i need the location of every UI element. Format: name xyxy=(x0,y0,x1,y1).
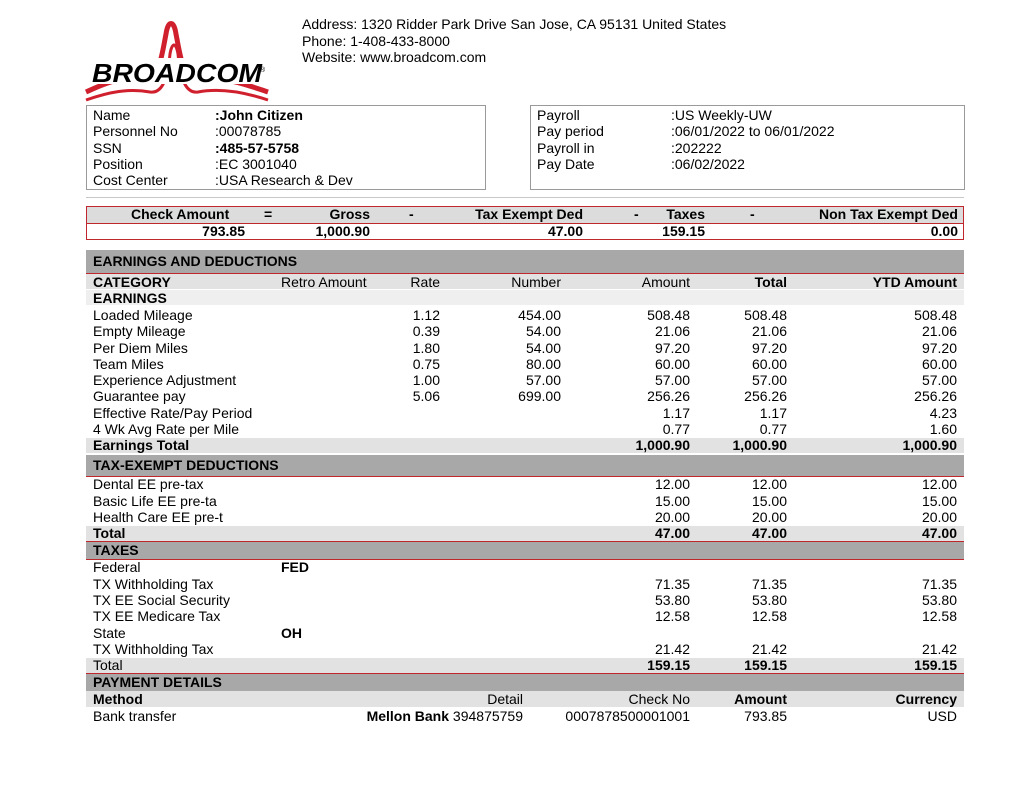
table-row xyxy=(86,405,964,421)
summary-values-row xyxy=(87,223,963,240)
row-total: 1.17 xyxy=(759,405,787,421)
row-ytd: 15.00 xyxy=(921,493,957,509)
category-header: CATEGORY xyxy=(93,274,171,290)
row-amount: 20.00 xyxy=(654,509,690,525)
broadcom-logo xyxy=(84,14,270,104)
tax-jurisdiction-code: FED xyxy=(281,559,309,575)
table-row xyxy=(86,509,964,525)
row-ytd: 1,000.90 xyxy=(902,437,957,453)
payment-currency: USD xyxy=(927,708,957,724)
column-header-row xyxy=(86,274,964,290)
row-ytd: 12.00 xyxy=(921,476,957,492)
svg-text:®: ® xyxy=(260,67,266,74)
account-number: 394875759 xyxy=(449,708,523,724)
row-ytd: 47.00 xyxy=(921,525,957,541)
payment-method: Bank transfer xyxy=(93,708,177,724)
rate-header: Rate xyxy=(410,274,440,290)
equals-sign: = xyxy=(264,206,273,222)
row-rate: 5.06 xyxy=(412,388,440,404)
summary-box xyxy=(86,206,964,240)
non-tax-exempt-value: 0.00 xyxy=(930,223,958,239)
table-row xyxy=(86,421,964,437)
pay-date-value: :06/02/2022 xyxy=(671,155,745,172)
row-total: 57.00 xyxy=(751,372,787,388)
table-row xyxy=(86,372,964,388)
row-amount: 0.77 xyxy=(662,421,690,437)
position-label: Position xyxy=(93,155,143,172)
row-total: 71.35 xyxy=(751,576,787,592)
pay-period-value: :06/01/2022 to 06/01/2022 xyxy=(671,123,835,140)
row-ytd: 4.23 xyxy=(929,405,957,421)
row-ytd: 53.80 xyxy=(921,592,957,608)
row-name: Dental EE pre-tax xyxy=(93,476,204,492)
row-number: 699.00 xyxy=(518,388,561,404)
divider xyxy=(86,197,964,198)
row-number: 454.00 xyxy=(518,307,561,323)
section-title: TAXES xyxy=(93,542,139,558)
row-total: 12.58 xyxy=(751,608,787,624)
position-row xyxy=(93,156,353,172)
total-header: Total xyxy=(754,274,787,290)
section-title: EARNINGS AND DEDUCTIONS xyxy=(93,253,298,269)
minus-sign: - xyxy=(409,206,414,222)
tax-exempt-total-row xyxy=(86,525,964,541)
svg-text:BROADCOM: BROADCOM xyxy=(92,58,264,88)
payment-column-header-row xyxy=(86,691,964,707)
check-number: 0007878500001001 xyxy=(565,708,690,724)
row-ytd: 57.00 xyxy=(921,372,957,388)
row-number: 80.00 xyxy=(525,356,561,372)
taxes-value: 159.15 xyxy=(662,223,705,239)
section-title: PAYMENT DETAILS xyxy=(93,674,222,690)
section-title: TAX-EXEMPT DEDUCTIONS xyxy=(93,457,279,473)
personnel-label: Personnel No xyxy=(93,123,178,140)
earnings-label-row xyxy=(86,290,964,306)
taxes-total-row xyxy=(86,657,964,673)
row-rate: 1.12 xyxy=(412,307,440,323)
row-total: 21.42 xyxy=(751,641,787,657)
row-amount: 21.06 xyxy=(654,323,690,339)
row-amount: 159.15 xyxy=(647,657,690,673)
personnel-row xyxy=(93,123,353,139)
row-name: Loaded Mileage xyxy=(93,307,193,323)
row-amount: 97.20 xyxy=(654,340,690,356)
payroll-row xyxy=(537,107,834,123)
taxes-label: Taxes xyxy=(666,206,705,222)
row-rate: 0.75 xyxy=(412,356,440,372)
row-total: 508.48 xyxy=(744,307,787,323)
row-name: TX Withholding Tax xyxy=(93,576,214,592)
payroll-value: :US Weekly-UW xyxy=(671,107,772,123)
currency-header: Currency xyxy=(895,691,957,707)
row-amount: 12.58 xyxy=(654,608,690,624)
taxes-header xyxy=(86,542,964,559)
row-amount: 1.17 xyxy=(662,405,690,421)
employee-name: :John Citizen xyxy=(215,107,303,123)
employee-info-box xyxy=(86,105,486,190)
table-row xyxy=(86,307,964,323)
row-rate: 1.00 xyxy=(412,372,440,388)
row-name: Total xyxy=(93,525,126,541)
row-name: Guarantee pay xyxy=(93,388,186,404)
row-amount: 57.00 xyxy=(654,372,690,388)
cost-center-value: :USA Research & Dev xyxy=(215,172,353,189)
row-number: 54.00 xyxy=(525,323,561,339)
bank-name: Mellon Bank xyxy=(366,708,450,724)
ssn-value: :485-57-5758 xyxy=(215,139,300,156)
table-row xyxy=(86,356,964,372)
table-row xyxy=(86,323,964,339)
table-row xyxy=(86,641,964,657)
check-no-header: Check No xyxy=(628,691,690,707)
payment-amount: 793.85 xyxy=(744,708,787,724)
row-total: 21.06 xyxy=(751,323,787,339)
row-ytd: 508.48 xyxy=(914,307,957,323)
row-name: Earnings Total xyxy=(93,437,190,453)
row-total: 256.26 xyxy=(744,388,787,404)
row-amount: 15.00 xyxy=(654,493,690,509)
table-row xyxy=(86,576,964,592)
non-tax-exempt-label: Non Tax Exempt Ded xyxy=(819,206,958,222)
row-ytd: 12.58 xyxy=(921,608,957,624)
row-total: 97.20 xyxy=(751,340,787,356)
ssn-row xyxy=(93,140,353,156)
row-ytd: 1.60 xyxy=(929,421,957,437)
table-row xyxy=(86,493,964,509)
retro-amount-header: Retro Amount xyxy=(281,274,367,290)
payroll-info-box xyxy=(530,105,965,190)
table-row xyxy=(86,608,964,624)
row-amount: 53.80 xyxy=(654,592,690,608)
row-amount: 21.42 xyxy=(654,641,690,657)
row-ytd: 20.00 xyxy=(921,509,957,525)
row-name: Empty Mileage xyxy=(93,323,186,339)
row-ytd: 71.35 xyxy=(921,576,957,592)
earnings-label: EARNINGS xyxy=(93,290,167,306)
row-name: Per Diem Miles xyxy=(93,340,188,356)
row-amount: 12.00 xyxy=(654,476,690,492)
pay-date-label: Pay Date xyxy=(537,155,595,172)
row-total: 60.00 xyxy=(751,356,787,372)
row-name: TX EE Medicare Tax xyxy=(93,608,221,624)
tax-exempt-value: 47.00 xyxy=(547,223,583,239)
row-name: Experience Adjustment xyxy=(93,372,237,388)
row-name: Health Care EE pre-t xyxy=(93,509,223,525)
summary-header-row xyxy=(87,207,963,223)
payroll-in-row xyxy=(537,140,834,156)
personnel-number: :00078785 xyxy=(215,123,282,140)
table-row xyxy=(86,388,964,404)
tax-exempt-deductions-header xyxy=(86,455,964,476)
table-row xyxy=(86,340,964,356)
company-phone: Phone: 1-408-433-8000 xyxy=(302,32,450,49)
table-row xyxy=(86,625,964,641)
row-total: 12.00 xyxy=(751,476,787,492)
payment-details-header xyxy=(86,674,964,691)
row-number: 54.00 xyxy=(525,340,561,356)
row-ytd: 21.06 xyxy=(921,323,957,339)
employee-name-row xyxy=(93,107,353,123)
row-name: State xyxy=(93,625,126,641)
tax-exempt-label: Tax Exempt Ded xyxy=(475,206,583,222)
row-total: 159.15 xyxy=(744,657,787,673)
number-header: Number xyxy=(511,274,561,290)
pay-period-row xyxy=(537,123,834,139)
row-name: 4 Wk Avg Rate per Mile xyxy=(93,421,240,437)
row-amount: 60.00 xyxy=(654,356,690,372)
amount-header: Amount xyxy=(641,274,690,290)
detail-header: Detail xyxy=(487,691,523,707)
row-total: 15.00 xyxy=(751,493,787,509)
cost-center-row xyxy=(93,172,353,188)
row-name: Team Miles xyxy=(93,356,164,372)
row-name: Basic Life EE pre-ta xyxy=(93,493,217,509)
row-total: 20.00 xyxy=(751,509,787,525)
company-address: Address: 1320 Ridder Park Drive San Jose, CA 95131 United States xyxy=(302,16,727,32)
check-amount-label: Check Amount xyxy=(131,206,230,222)
row-total: 53.80 xyxy=(751,592,787,608)
row-amount: 1,000.90 xyxy=(635,437,690,453)
row-ytd: 21.42 xyxy=(921,641,957,657)
earnings-total-row xyxy=(86,437,964,453)
amount-header: Amount xyxy=(734,691,787,707)
row-ytd: 159.15 xyxy=(914,657,957,673)
payroll-in-value: :202222 xyxy=(671,139,722,156)
pay-date-row xyxy=(537,156,834,172)
method-header: Method xyxy=(93,691,143,707)
row-ytd: 60.00 xyxy=(921,356,957,372)
row-number: 57.00 xyxy=(525,372,561,388)
ytd-amount-header: YTD Amount xyxy=(872,274,957,290)
row-name: TX EE Social Security xyxy=(93,592,230,608)
company-website: Website: www.broadcom.com xyxy=(302,49,487,65)
company-address-block xyxy=(302,16,726,66)
minus-sign: - xyxy=(634,206,639,222)
gross-value: 1,000.90 xyxy=(315,223,370,239)
row-name: TX Withholding Tax xyxy=(93,641,214,657)
row-ytd: 97.20 xyxy=(921,340,957,356)
table-row xyxy=(86,476,964,492)
row-rate: 0.39 xyxy=(412,323,440,339)
table-row xyxy=(86,559,964,575)
ssn-label: SSN xyxy=(93,139,122,156)
row-total: 1,000.90 xyxy=(732,437,787,453)
payment-row xyxy=(86,708,964,724)
row-rate: 1.80 xyxy=(412,340,440,356)
row-total: 0.77 xyxy=(759,421,787,437)
row-name: Total xyxy=(93,657,123,673)
payment-detail xyxy=(367,708,523,724)
payroll-in-label: Payroll in xyxy=(537,139,595,156)
row-amount: 47.00 xyxy=(654,525,690,541)
tax-jurisdiction-code: OH xyxy=(281,625,302,641)
position-value: :EC 3001040 xyxy=(215,155,297,172)
name-label: Name xyxy=(93,107,131,123)
gross-label: Gross xyxy=(329,206,370,222)
minus-sign: - xyxy=(750,206,755,222)
row-name: Federal xyxy=(93,559,141,575)
payroll-label: Payroll xyxy=(537,107,580,123)
earnings-deductions-header xyxy=(86,250,964,273)
table-row xyxy=(86,592,964,608)
cost-center-label: Cost Center xyxy=(93,172,168,189)
row-name: Effective Rate/Pay Period xyxy=(93,405,253,421)
row-amount: 71.35 xyxy=(654,576,690,592)
row-total: 47.00 xyxy=(751,525,787,541)
row-ytd: 256.26 xyxy=(914,388,957,404)
check-amount-value: 793.85 xyxy=(202,223,245,239)
pay-period-label: Pay period xyxy=(537,123,604,140)
row-amount: 508.48 xyxy=(647,307,690,323)
row-amount: 256.26 xyxy=(647,388,690,404)
